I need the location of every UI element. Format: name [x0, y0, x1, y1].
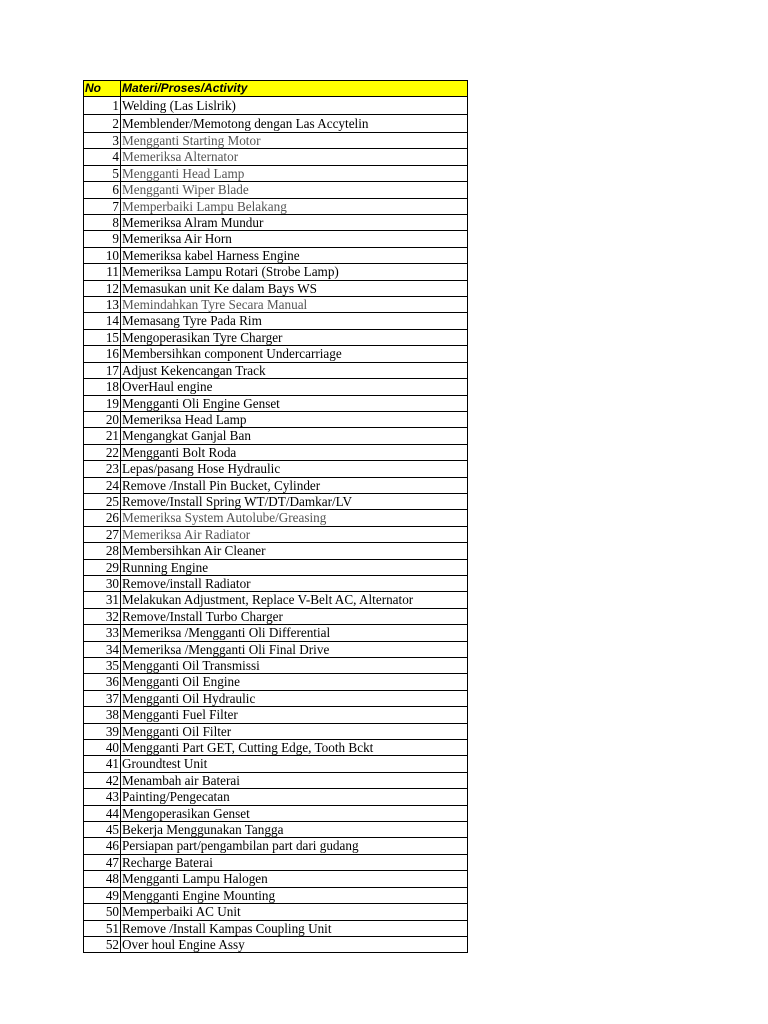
- table-row: [84, 920, 468, 936]
- table-row: [84, 97, 468, 115]
- table-row: [84, 395, 468, 411]
- activity-cell[interactable]: Menambah air Baterai: [121, 772, 468, 788]
- table-row: [84, 215, 468, 231]
- activity-cell[interactable]: Mengganti Oil Filter: [121, 723, 468, 739]
- row-number-cell[interactable]: 32: [84, 608, 121, 624]
- activity-cell[interactable]: Welding (Las Lislrik): [121, 97, 468, 115]
- row-number-cell[interactable]: 41: [84, 756, 121, 772]
- table-row: [84, 329, 468, 345]
- table-row: [84, 313, 468, 329]
- row-number-cell[interactable]: 19: [84, 395, 121, 411]
- activity-cell[interactable]: Memeriksa Lampu Rotari (Strobe Lamp): [121, 264, 468, 280]
- table-row: [84, 690, 468, 706]
- activity-cell[interactable]: Memasang Tyre Pada Rim: [121, 313, 468, 329]
- table-row: [84, 592, 468, 608]
- row-number-cell[interactable]: 37: [84, 690, 121, 706]
- row-number-cell[interactable]: 10: [84, 247, 121, 263]
- activity-cell[interactable]: Mengangkat Ganjal Ban: [121, 428, 468, 444]
- table-row: [84, 740, 468, 756]
- table-row: [84, 231, 468, 247]
- row-number-cell[interactable]: 17: [84, 362, 121, 378]
- table-row: [84, 723, 468, 739]
- table-row: [84, 575, 468, 591]
- activity-cell[interactable]: Painting/Pengecatan: [121, 789, 468, 805]
- row-number-cell[interactable]: 8: [84, 215, 121, 231]
- row-number-cell[interactable]: 4: [84, 149, 121, 165]
- row-number-cell[interactable]: 44: [84, 805, 121, 821]
- activity-cell[interactable]: Membersihkan component Undercarriage: [121, 346, 468, 362]
- activity-cell[interactable]: Running Engine: [121, 559, 468, 575]
- table-row: [84, 789, 468, 805]
- activity-cell[interactable]: Recharge Baterai: [121, 854, 468, 870]
- activity-cell[interactable]: Memeriksa /Mengganti Oli Final Drive: [121, 641, 468, 657]
- activity-cell[interactable]: Mengganti Head Lamp: [121, 165, 468, 181]
- activity-cell[interactable]: Memblender/Memotong dengan Las Accytelin: [121, 115, 468, 133]
- activity-cell[interactable]: Persiapan part/pengambilan part dari gudang: [121, 838, 468, 854]
- table-row: [84, 297, 468, 313]
- table-row: [84, 182, 468, 198]
- table-row: [84, 264, 468, 280]
- activity-cell[interactable]: Memasukan unit Ke dalam Bays WS: [121, 280, 468, 296]
- activity-cell[interactable]: Membersihkan Air Cleaner: [121, 543, 468, 559]
- row-number-cell[interactable]: 36: [84, 674, 121, 690]
- activity-cell[interactable]: Mengganti Part GET, Cutting Edge, Tooth Bckt: [121, 740, 468, 756]
- table-row: [84, 625, 468, 641]
- row-number-cell[interactable]: 1: [84, 97, 121, 115]
- row-number-cell[interactable]: 50: [84, 904, 121, 920]
- activity-cell[interactable]: Remove/Install Turbo Charger: [121, 608, 468, 624]
- activity-cell[interactable]: Memeriksa Alternator: [121, 149, 468, 165]
- activity-cell[interactable]: Memeriksa kabel Harness Engine: [121, 247, 468, 263]
- table-row: [84, 756, 468, 772]
- table-row: [84, 477, 468, 493]
- table-row: [84, 887, 468, 903]
- activity-cell[interactable]: Mengganti Oil Hydraulic: [121, 690, 468, 706]
- row-number-cell[interactable]: 26: [84, 510, 121, 526]
- activity-cell[interactable]: Memeriksa Alram Mundur: [121, 215, 468, 231]
- row-number-cell[interactable]: 18: [84, 379, 121, 395]
- row-number-cell[interactable]: 52: [84, 936, 121, 952]
- row-number-cell[interactable]: 25: [84, 493, 121, 509]
- table-row: [84, 871, 468, 887]
- activity-cell[interactable]: Mengganti Engine Mounting: [121, 887, 468, 903]
- row-number-cell[interactable]: 43: [84, 789, 121, 805]
- table-row: [84, 543, 468, 559]
- activity-cell[interactable]: Remove/install Radiator: [121, 575, 468, 591]
- header-row: [84, 81, 468, 97]
- row-number-cell[interactable]: 23: [84, 461, 121, 477]
- activity-cell[interactable]: Memeriksa Air Horn: [121, 231, 468, 247]
- table-row: [84, 115, 468, 133]
- table-row: [84, 510, 468, 526]
- row-number-cell[interactable]: 2: [84, 115, 121, 133]
- row-number-cell[interactable]: 49: [84, 887, 121, 903]
- row-number-cell[interactable]: 21: [84, 428, 121, 444]
- table-row: [84, 772, 468, 788]
- activity-cell[interactable]: Mengganti Oil Engine: [121, 674, 468, 690]
- activity-cell[interactable]: Mengoperasikan Tyre Charger: [121, 329, 468, 345]
- activity-cell[interactable]: Adjust Kekencangan Track: [121, 362, 468, 378]
- row-number-cell[interactable]: 3: [84, 133, 121, 149]
- row-number-cell[interactable]: 6: [84, 182, 121, 198]
- activity-cell[interactable]: Memeriksa Air Radiator: [121, 526, 468, 542]
- table-row: [84, 838, 468, 854]
- row-number-cell[interactable]: 9: [84, 231, 121, 247]
- activity-cell[interactable]: Memperbaiki AC Unit: [121, 904, 468, 920]
- row-number-cell[interactable]: 5: [84, 165, 121, 181]
- header-activity-cell[interactable]: Materi/Proses/Activity: [121, 81, 468, 97]
- row-number-cell[interactable]: 42: [84, 772, 121, 788]
- row-number-cell[interactable]: 31: [84, 592, 121, 608]
- activity-cell[interactable]: Mengganti Starting Motor: [121, 133, 468, 149]
- row-number-cell[interactable]: 51: [84, 920, 121, 936]
- table-row: [84, 658, 468, 674]
- activity-sheet: [83, 80, 467, 953]
- row-number-cell[interactable]: 29: [84, 559, 121, 575]
- activity-cell[interactable]: Bekerja Menggunakan Tangga: [121, 822, 468, 838]
- activity-cell[interactable]: Mengoperasikan Genset: [121, 805, 468, 821]
- table-row: [84, 280, 468, 296]
- table-row: [84, 198, 468, 214]
- row-number-cell[interactable]: 7: [84, 198, 121, 214]
- table-row: [84, 165, 468, 181]
- table-row: [84, 805, 468, 821]
- activity-cell[interactable]: Mengganti Fuel Filter: [121, 707, 468, 723]
- activity-cell[interactable]: Over houl Engine Assy: [121, 936, 468, 952]
- table-row: [84, 707, 468, 723]
- row-number-cell[interactable]: 14: [84, 313, 121, 329]
- activity-cell[interactable]: OverHaul engine: [121, 379, 468, 395]
- row-number-cell[interactable]: 46: [84, 838, 121, 854]
- table-row: [84, 641, 468, 657]
- row-number-cell[interactable]: 22: [84, 444, 121, 460]
- row-number-cell[interactable]: 28: [84, 543, 121, 559]
- activity-cell[interactable]: Memeriksa /Mengganti Oli Differential: [121, 625, 468, 641]
- row-number-cell[interactable]: 11: [84, 264, 121, 280]
- header-no-cell[interactable]: No: [84, 81, 121, 97]
- activity-cell[interactable]: Melakukan Adjustment, Replace V-Belt AC, Alternator: [121, 592, 468, 608]
- activity-cell[interactable]: Mengganti Oil Transmissi: [121, 658, 468, 674]
- row-number-cell[interactable]: 48: [84, 871, 121, 887]
- table-row: [84, 444, 468, 460]
- activity-table: [83, 80, 468, 953]
- activity-cell[interactable]: Mengganti Wiper Blade: [121, 182, 468, 198]
- row-number-cell[interactable]: 45: [84, 822, 121, 838]
- activity-cell[interactable]: Mengganti Oli Engine Genset: [121, 395, 468, 411]
- activity-cell[interactable]: Remove /Install Pin Bucket, Cylinder: [121, 477, 468, 493]
- table-row: [84, 822, 468, 838]
- table-row: [84, 493, 468, 509]
- table-row: [84, 362, 468, 378]
- activity-cell[interactable]: Groundtest Unit: [121, 756, 468, 772]
- activity-cell[interactable]: Lepas/pasang Hose Hydraulic: [121, 461, 468, 477]
- table-row: [84, 461, 468, 477]
- row-number-cell[interactable]: 20: [84, 411, 121, 427]
- row-number-cell[interactable]: 34: [84, 641, 121, 657]
- table-row: [84, 379, 468, 395]
- row-number-cell[interactable]: 13: [84, 297, 121, 313]
- row-number-cell[interactable]: 15: [84, 329, 121, 345]
- activity-cell[interactable]: Memperbaiki Lampu Belakang: [121, 198, 468, 214]
- activity-cell[interactable]: Mengganti Bolt Roda: [121, 444, 468, 460]
- row-number-cell[interactable]: 30: [84, 575, 121, 591]
- table-row: [84, 608, 468, 624]
- row-number-cell[interactable]: 39: [84, 723, 121, 739]
- table-row: [84, 133, 468, 149]
- row-number-cell[interactable]: 27: [84, 526, 121, 542]
- row-number-cell[interactable]: 16: [84, 346, 121, 362]
- row-number-cell[interactable]: 12: [84, 280, 121, 296]
- row-number-cell[interactable]: 35: [84, 658, 121, 674]
- table-row: [84, 149, 468, 165]
- activity-cell[interactable]: Mengganti Lampu Halogen: [121, 871, 468, 887]
- activity-cell[interactable]: Remove/Install Spring WT/DT/Damkar/LV: [121, 493, 468, 509]
- activity-rows: [84, 97, 468, 953]
- activity-cell[interactable]: Remove /Install Kampas Coupling Unit: [121, 920, 468, 936]
- table-row: [84, 559, 468, 575]
- table-row: [84, 428, 468, 444]
- row-number-cell[interactable]: 38: [84, 707, 121, 723]
- row-number-cell[interactable]: 33: [84, 625, 121, 641]
- table-row: [84, 346, 468, 362]
- table-row: [84, 854, 468, 870]
- table-row: [84, 936, 468, 952]
- table-row: [84, 526, 468, 542]
- row-number-cell[interactable]: 40: [84, 740, 121, 756]
- table-row: [84, 411, 468, 427]
- row-number-cell[interactable]: 47: [84, 854, 121, 870]
- table-row: [84, 674, 468, 690]
- table-row: [84, 904, 468, 920]
- activity-cell[interactable]: Memeriksa Head Lamp: [121, 411, 468, 427]
- table-row: [84, 247, 468, 263]
- row-number-cell[interactable]: 24: [84, 477, 121, 493]
- activity-cell[interactable]: Memindahkan Tyre Secara Manual: [121, 297, 468, 313]
- activity-cell[interactable]: Memeriksa System Autolube/Greasing: [121, 510, 468, 526]
